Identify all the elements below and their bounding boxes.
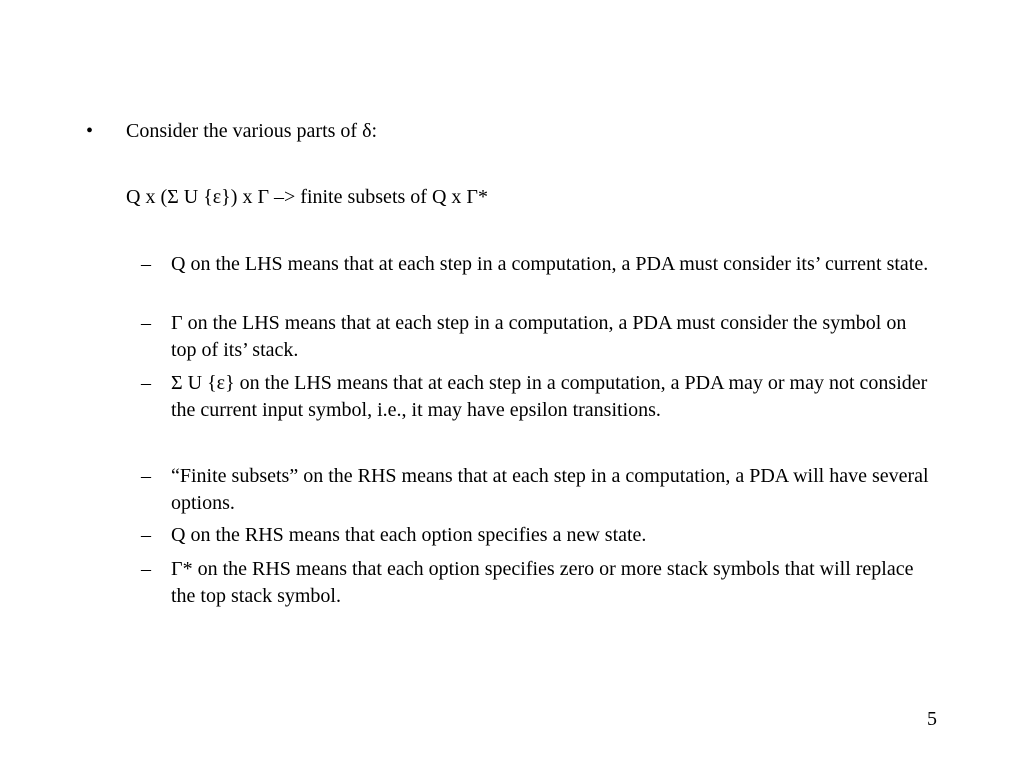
sub-item-text: Q on the RHS means that each option specifies a new state. [171, 524, 647, 546]
page-number: 5 [927, 708, 937, 730]
dash-marker: – [141, 558, 151, 580]
dash-marker: – [141, 312, 151, 334]
dash-marker: – [141, 465, 151, 487]
sub-item-text: “Finite subsets” on the RHS means that at each step in a computation, a PDA will have several options. [171, 465, 929, 514]
sub-item-text: Γ on the LHS means that at each step in a computation, a PDA must consider the symbol on top of its’ stack. [171, 312, 907, 361]
bullet-text: Consider the various parts of δ: [126, 120, 378, 142]
bullet-marker: • [86, 120, 94, 142]
sub-item-text: Γ* on the RHS means that each option specifies zero or more stack symbols that will replace the top stack symbol. [171, 558, 914, 607]
transition-formula: Q x (Σ U {ε}) x Γ –> finite subsets of Q x Γ* [126, 186, 488, 208]
dash-marker: – [141, 253, 151, 275]
dash-marker: – [141, 372, 151, 394]
dash-marker: – [141, 524, 151, 546]
sub-item-text: Σ U {ε} on the LHS means that at each step in a computation, a PDA may or may not consider the current input symbol, i.e., it may have epsilon transitions. [171, 372, 928, 421]
sub-item-text: Q on the LHS means that at each step in a computation, a PDA must consider its’ current state. [171, 253, 929, 275]
